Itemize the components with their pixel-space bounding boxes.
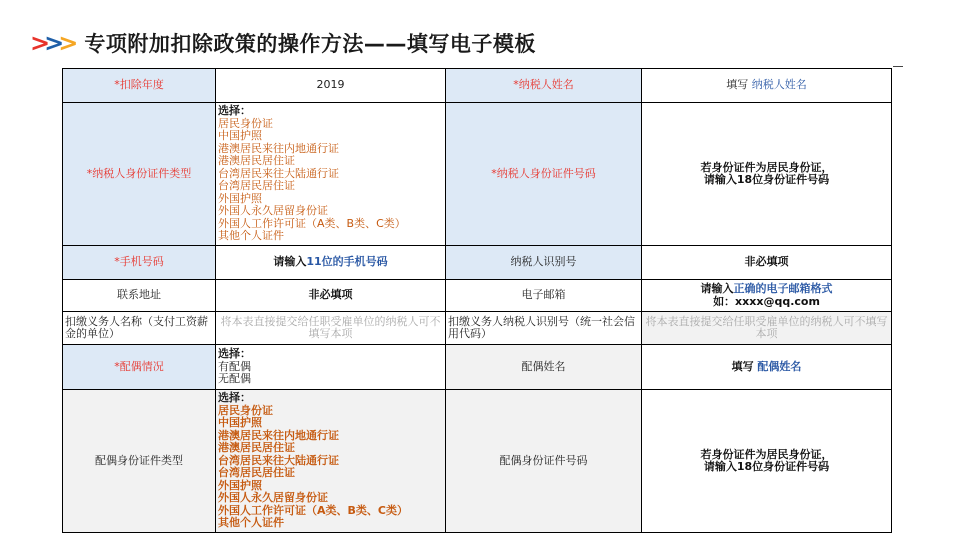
option-item[interactable]: 台湾居民居住证	[218, 466, 295, 480]
option-item[interactable]: 外国人永久居留身份证	[218, 491, 328, 505]
taxpayer-name-label: *纳税人姓名	[446, 69, 642, 103]
id-hint-line: 请输入18位身份证件号码	[703, 173, 830, 186]
spouse-name-prefix: 填写	[731, 359, 754, 373]
option-item[interactable]: 外国护照	[218, 191, 262, 205]
option-item[interactable]: 台湾居民居住证	[218, 179, 295, 193]
taxpayer-name-prefix: 填写	[726, 78, 749, 92]
option-item[interactable]: 外国人永久居留身份证	[218, 204, 328, 218]
table-row	[63, 280, 892, 312]
withholding-agent-tin-label: 扣缴义务人纳税人识别号（统一社会信用代码）	[446, 312, 642, 345]
withholding-agent-tin-hint[interactable]: 将本表直接提交给任职受雇单位的纳税人可不填写本项	[642, 312, 892, 345]
email-prefix: 请输入	[700, 282, 734, 295]
spouse-name-hint: 配偶姓名	[757, 359, 802, 373]
option-item[interactable]: 有配偶	[218, 359, 251, 373]
taxpayer-id-number-cell[interactable]	[642, 103, 892, 246]
table-row	[63, 103, 892, 246]
email-example: 如：xxxx@qq.com	[713, 294, 820, 308]
divider	[893, 66, 903, 67]
option-item[interactable]: 港澳居民来往内地通行证	[218, 141, 339, 155]
address-value[interactable]: 非必填项	[216, 280, 446, 312]
chevron-right-icon: >	[44, 29, 65, 57]
option-item[interactable]: 外国人工作许可证（A类、B类、C类）	[218, 503, 408, 517]
taxpayer-id-type-label: *纳税人身份证件类型	[63, 103, 216, 246]
phone-label: *手机号码	[63, 246, 216, 280]
table-row	[63, 345, 892, 390]
taxpayer-name-cell[interactable]	[642, 69, 892, 103]
chevron-right-icon: >	[58, 29, 79, 57]
option-item[interactable]: 无配偶	[218, 372, 251, 386]
address-label: 联系地址	[63, 280, 216, 312]
email-hint: 正确的电子邮箱格式	[733, 282, 833, 295]
taxpayer-id-type-options[interactable]	[216, 103, 446, 246]
option-item[interactable]: 其他个人证件	[218, 516, 284, 530]
table-row	[63, 312, 892, 345]
page-title: 专项附加扣除政策的操作方法——填写电子模板	[84, 32, 536, 56]
spouse-id-number-label: 配偶身份证件号码	[446, 390, 642, 533]
choose-label: 选择：	[218, 104, 251, 118]
phone-cell[interactable]	[216, 246, 446, 280]
spouse-name-label: 配偶姓名	[446, 345, 642, 390]
id-hint-line: 若身份证件为居民身份证，	[700, 447, 833, 461]
spouse-id-type-label: 配偶身份证件类型	[63, 390, 216, 533]
slide-header	[30, 26, 536, 60]
taxpayer-id-number-label: *纳税人身份证件号码	[446, 103, 642, 246]
phone-prefix: 请输入	[273, 255, 307, 269]
template-table	[62, 68, 892, 533]
option-item[interactable]: 其他个人证件	[218, 229, 284, 243]
option-item[interactable]: 中国护照	[218, 129, 262, 143]
option-item[interactable]: 居民身份证	[218, 403, 273, 417]
chevron-icon-group	[30, 29, 79, 57]
taxpayer-tin-value[interactable]: 非必填项	[642, 246, 892, 280]
id-hint-line: 若身份证件为居民身份证，	[700, 160, 833, 174]
table-row	[63, 69, 892, 103]
withholding-agent-name-hint[interactable]: 将本表直接提交给任职受雇单位的纳税人可不填写本项	[216, 312, 446, 345]
id-hint-line: 请输入18位身份证件号码	[703, 460, 830, 473]
spouse-id-number-cell[interactable]	[642, 390, 892, 533]
deduction-year-label: *扣除年度	[63, 69, 216, 103]
chevron-right-icon: >	[30, 29, 51, 57]
option-item[interactable]: 居民身份证	[218, 116, 273, 130]
option-item[interactable]: 台湾居民来往大陆通行证	[218, 166, 339, 180]
option-item[interactable]: 台湾居民来往大陆通行证	[218, 453, 339, 467]
option-item[interactable]: 外国护照	[218, 478, 262, 492]
option-item[interactable]: 港澳居民来往内地通行证	[218, 428, 339, 442]
deduction-year-value[interactable]: 2019	[216, 69, 446, 103]
spouse-name-cell[interactable]	[642, 345, 892, 390]
withholding-agent-name-label: 扣缴义务人名称（支付工资薪金的单位）	[63, 312, 216, 345]
table-row	[63, 390, 892, 533]
option-item[interactable]: 中国护照	[218, 416, 262, 430]
taxpayer-name-hint: 纳税人姓名	[751, 78, 807, 92]
option-item[interactable]: 外国人工作许可证（A类、B类、C类）	[218, 216, 406, 230]
option-item[interactable]: 港澳居民居住证	[218, 154, 295, 168]
choose-label: 选择：	[218, 391, 251, 405]
email-label: 电子邮箱	[446, 280, 642, 312]
choose-label: 选择：	[218, 347, 251, 361]
spouse-status-options[interactable]	[216, 345, 446, 390]
option-item[interactable]: 港澳居民居住证	[218, 441, 295, 455]
spouse-id-type-options[interactable]	[216, 390, 446, 533]
table-row	[63, 246, 892, 280]
phone-hint: 11位的手机号码	[306, 255, 388, 269]
email-cell[interactable]	[642, 280, 892, 312]
taxpayer-tin-label: 纳税人识别号	[446, 246, 642, 280]
spouse-status-label: *配偶情况	[63, 345, 216, 390]
